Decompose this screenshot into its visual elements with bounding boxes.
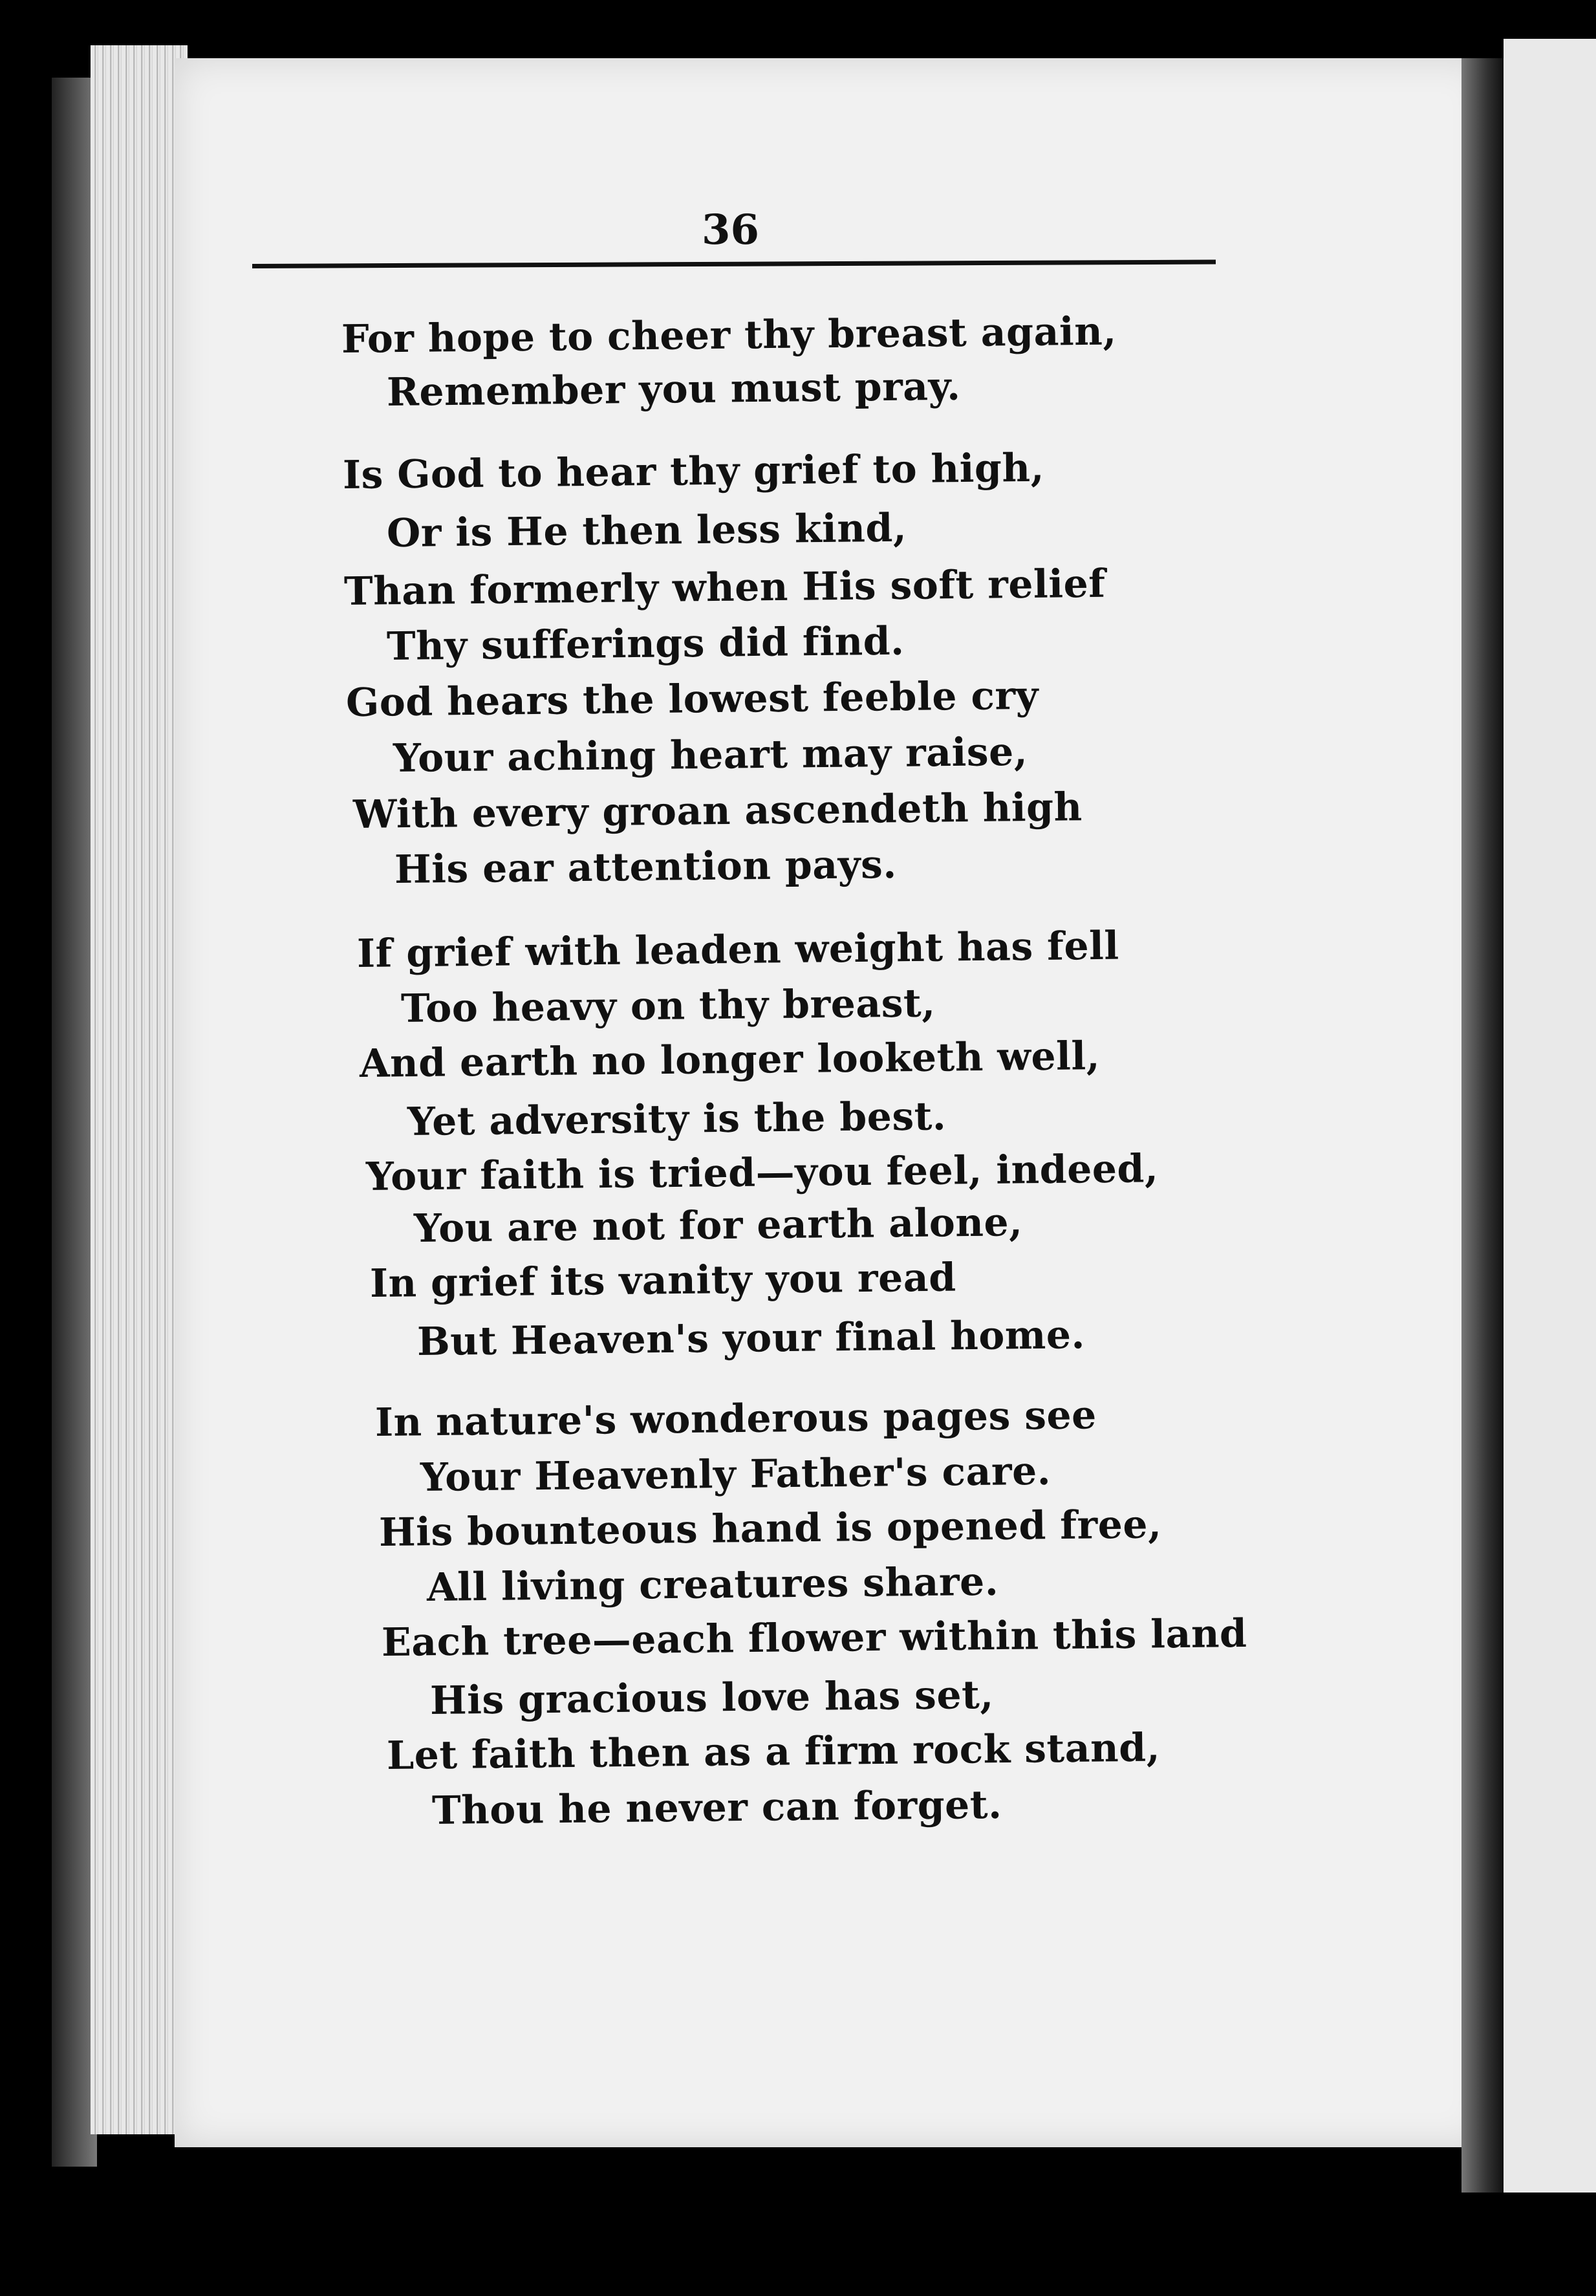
poem-line: Thy sufferings did find. — [386, 618, 905, 669]
poem-line: But Heaven's your final home. — [416, 1312, 1086, 1365]
poem-line: God hears the lowest feeble cry — [345, 673, 1039, 726]
poem-line: His gracious love has set, — [429, 1672, 995, 1724]
poem-line: In grief its vanity you read — [369, 1255, 956, 1306]
poem-line: Your aching heart may raise, — [393, 729, 1028, 781]
poem-line: His ear attention pays. — [394, 841, 898, 893]
page-number: 36 — [702, 206, 760, 254]
poem-line: Each tree—each flower within this land — [381, 1610, 1247, 1665]
poem-line: For hope to cheer thy breast again, — [341, 309, 1117, 362]
poem-line: His bounteous hand is opened free, — [378, 1502, 1162, 1555]
poem-line: Than formerly when His soft relief — [343, 561, 1106, 614]
poem-line: Thou he never can forget. — [431, 1782, 1002, 1834]
poem-line: Or is He then less kind, — [386, 505, 907, 556]
poem-line: Remember you must pray. — [386, 363, 961, 415]
poem-line: In nature's wonderous pages see — [374, 1392, 1097, 1446]
poem-line: Too heavy on thy breast, — [400, 980, 936, 1032]
poem-line: You are not for earth alone, — [413, 1200, 1023, 1251]
poem-line: All living creatures share. — [426, 1559, 999, 1610]
poem-line: Your faith is tried—you feel, indeed, — [365, 1146, 1159, 1200]
poem-line: With every groan ascendeth high — [352, 785, 1083, 838]
poem-line: If grief with leaden weight has fell — [356, 923, 1119, 977]
poem-line: And earth no longer looketh well, — [359, 1034, 1101, 1087]
poem-line: Your Heavenly Father's care. — [420, 1448, 1051, 1500]
poem-line: Let faith then as a firm rock stand, — [386, 1725, 1161, 1779]
poem-line: Yet adversity is the best. — [407, 1094, 947, 1145]
poem-line: Is God to hear thy grief to high, — [342, 445, 1045, 498]
